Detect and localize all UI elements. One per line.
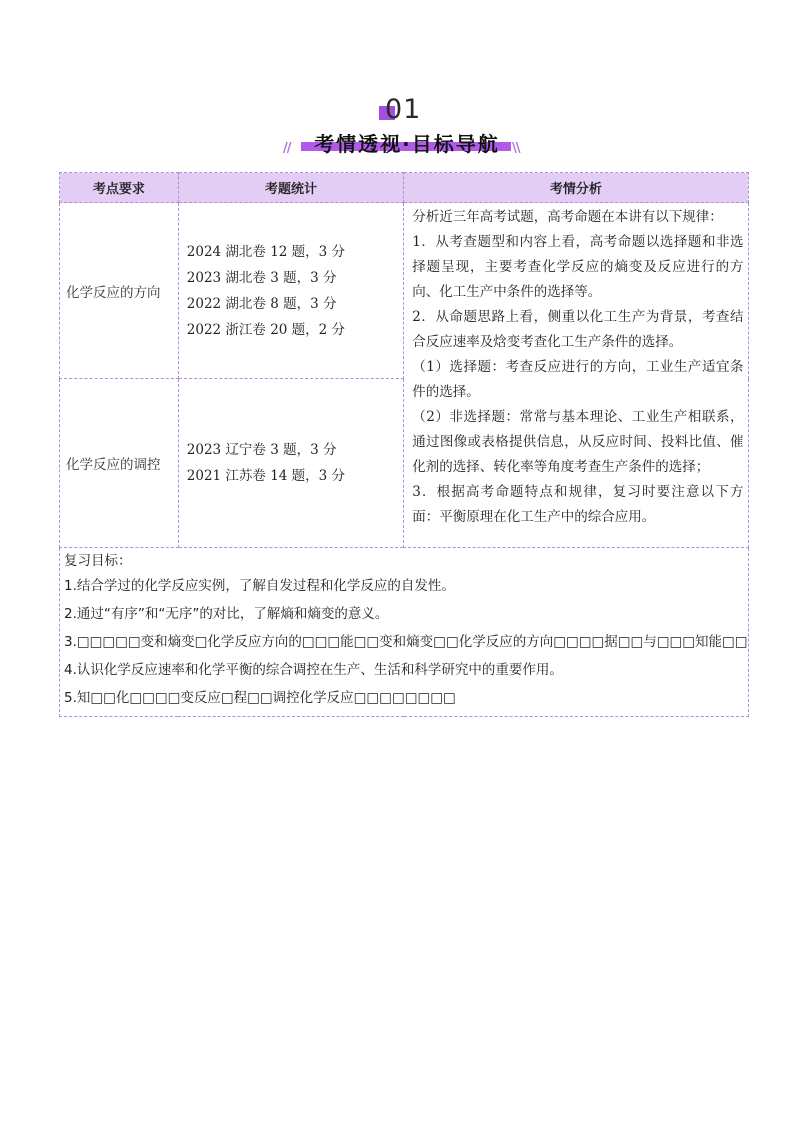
analysis-paragraph: 3．根据高考命题特点和规律，复习时要注意以下方面：平衡原理在化工生产中的综合应用。 <box>412 484 744 525</box>
analysis-paragraph: 2．从命题思路上看，侧重以化工生产为背景，考查结合反应速率及焓变考查化工生产条件的选择。 <box>412 309 744 350</box>
section-title: 考情透视·目标导航 <box>314 132 500 156</box>
goal-item: 2.通过“有序”和“无序”的对比，了解熵和熵变的意义。 <box>64 606 389 622</box>
stats-cell <box>178 379 403 548</box>
analysis-paragraph: （1）选择题：考查反应进行的方向，工业生产适宜条件的选择。 <box>412 359 744 400</box>
analysis-paragraph: 分析近三年高考试题，高考命题在本讲有以下规律： <box>412 209 723 225</box>
requirement-cell: 化学反应的调控 <box>60 379 179 548</box>
requirement-cell: 化学反应的方向 <box>60 203 179 379</box>
goal-item: 3.□□□□□变和熵变□化学反应方向的□□□能□□变和熵变□□化学反应的方向□□□□据□□与□□□知能□□ <box>64 634 748 650</box>
goals-row <box>60 548 749 717</box>
analysis-paragraph: （2）非选择题：常常与基本理论、工业生产相联系，通过图像或表格提供信息，从反应时间、投料比值、催化剂的选择、转化率等角度考查生产条件的选择； <box>412 409 744 475</box>
stat-line: 2024 湖北卷 12 题，3 分 <box>186 243 346 260</box>
right-slash-decoration: \\ <box>512 141 520 156</box>
exam-analysis-table <box>59 172 749 717</box>
stat-line: 2022 浙江卷 20 题，2 分 <box>186 321 346 338</box>
section-number: 01 <box>385 94 422 125</box>
stat-line: 2021 江苏卷 14 题，3 分 <box>186 468 346 484</box>
table-row <box>60 203 749 379</box>
stat-line: 2022 湖北卷 8 题，3 分 <box>186 295 337 312</box>
column-header-stats: 考题统计 <box>178 173 403 203</box>
goal-item: 4.认识化学反应速率和化学平衡的综合调控在生产、生活和科学研究中的重要作用。 <box>64 662 563 678</box>
table-header-row <box>60 173 749 203</box>
column-header-requirement: 考点要求 <box>60 173 179 203</box>
goal-item: 1.结合学过的化学反应实例，了解自发过程和化学反应的自发性。 <box>64 578 455 594</box>
analysis-paragraph: 1．从考查题型和内容上看，高考命题以选择题和非选择题呈现，主要考查化学反应的熵变及反应进行的方向、化工生产中条件的选择等。 <box>412 234 744 300</box>
goals-title: 复习目标： <box>64 553 132 569</box>
section-header <box>0 92 800 162</box>
stat-line: 2023 湖北卷 3 题，3 分 <box>186 269 337 286</box>
column-header-analysis: 考情分析 <box>404 173 748 203</box>
left-slash-decoration: // <box>283 141 291 156</box>
stat-line: 2023 辽宁卷 3 题，3 分 <box>186 442 337 458</box>
goal-item: 5.知□□化□□□□变反应□程□□调控化学反应□□□□□□□□ <box>64 690 456 706</box>
analysis-cell <box>404 203 748 548</box>
review-goals-cell <box>60 548 749 717</box>
stats-cell <box>178 203 403 379</box>
